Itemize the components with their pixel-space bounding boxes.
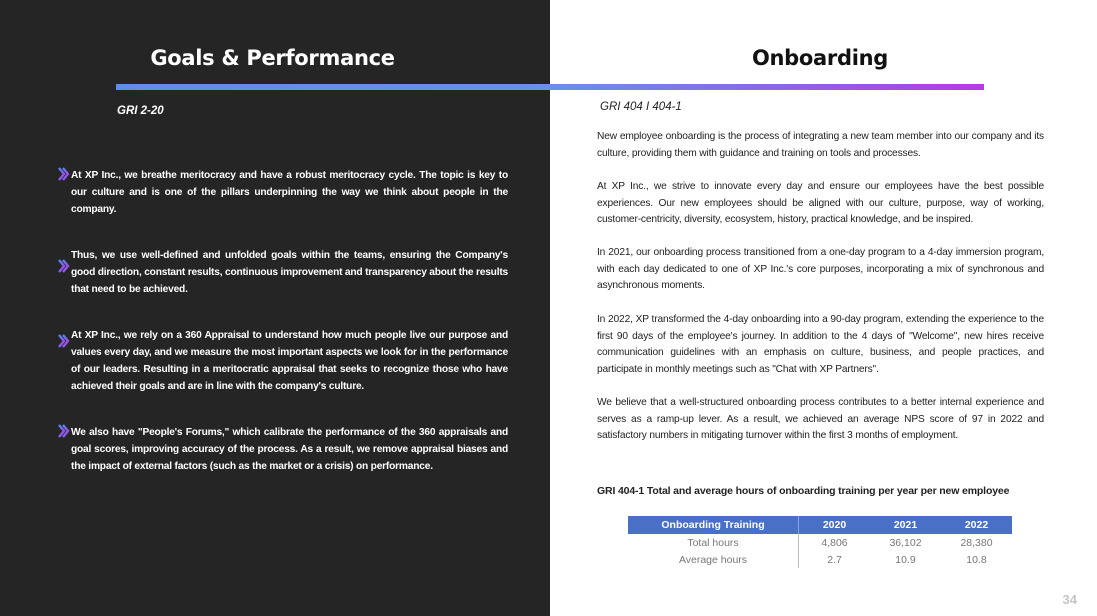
onboarding-title: Onboarding [751, 46, 888, 70]
table-cell: 2.7 [827, 553, 842, 566]
bullet-text: At XP Inc., we breathe meritocracy and have a robust meritocracy cycle. The topic is key to our culture and is one of the pillars underpinning the way we think about people in the company. [71, 170, 508, 215]
table-cell: 28,380 [960, 536, 993, 549]
table-header-cell: 2020 [799, 516, 871, 534]
onboarding-paragraph: At XP Inc., we strive to innovate every day and ensure our employees have the best possible experiences. Our new employees should be aligned with our culture, purpose, way of working, customer-centricity, diversity, ecosystem, history, practical knowledge, and be inspired. [597, 181, 1044, 226]
onboarding-paragraph: New employee onboarding is the process of integrating a new team member into our company and its culture, providing them with guidance and training on tools and processes. [597, 131, 1044, 159]
training-table-title: GRI 404-1 Total and average hours of onboarding training per year per new employee [597, 485, 1010, 497]
gri-reference-left: GRI 2-20 [117, 105, 164, 117]
table-cell: 36,102 [889, 536, 922, 549]
table-cell: 10.9 [895, 553, 916, 566]
page-number: 34 [1062, 592, 1077, 607]
bullet-item [58, 327, 508, 395]
table-header-cell: 2021 [870, 516, 941, 534]
bullet-item [58, 247, 508, 298]
table-header-cell: 2022 [941, 516, 1012, 534]
table-header-row [628, 516, 1012, 534]
table-cell: 10.8 [966, 553, 987, 566]
bullet-text: At XP Inc., we rely on a 360 Appraisal to understand how much people live our purpose and values every day, and we measure the most important aspects we look for in the performance of our leaders. Resulting in a meritocratic appraisal that seeks to recognize those who have achieved their goals and are in line with the company's culture. [71, 330, 508, 392]
bullet-item [58, 424, 508, 475]
table-cell: Total hours [628, 534, 799, 551]
bullet-text: Thus, we use well-defined and unfolded goals within the teams, ensuring the Company's good direction, constant results, continuous improvement and transparency about the results that need to be achieved. [71, 250, 508, 295]
double-chevron-right-icon [58, 424, 70, 438]
double-chevron-right-icon [58, 167, 70, 181]
gri-reference-right: GRI 404 I 404-1 [600, 101, 682, 113]
onboarding-paragraph: In 2021, our onboarding process transitioned from a one-day program to a 4-day immersion program, with each day dedicated to one of XP Inc.'s core purposes, incorporating a mix of synchronous and asynchronous moments. [597, 247, 1044, 292]
onboarding-training-table [628, 516, 1012, 568]
goals-performance-title: Goals & Performance [150, 46, 395, 70]
bullet-item [58, 167, 508, 218]
double-chevron-right-icon [58, 334, 70, 348]
table-cell: 4,806 [821, 536, 848, 549]
table-header-cell: Onboarding Training [628, 516, 799, 534]
table-row [628, 534, 1012, 551]
table-cell: Average hours [628, 551, 799, 568]
table-row [628, 551, 1012, 568]
onboarding-paragraph: In 2022, XP transformed the 4-day onboarding into a 90-day program, extending the experience to the first 90 days of the employee's journey. In addition to the 4 days of "Welcome", new hires receive communication guidelines with an emphasis on culture, business, and people practices, and participate in monthly meetings such as "Chat with XP Partners". [597, 314, 1044, 376]
bullet-text: We also have "People's Forums," which calibrate the performance of the 360 appraisals and goal scores, improving accuracy of the process. As a result, we remove appraisal biases and the impact of external factors (such as the market or a crisis) on performance. [71, 427, 508, 472]
gradient-divider [116, 84, 984, 90]
double-chevron-right-icon [58, 259, 70, 273]
onboarding-paragraph: We believe that a well-structured onboarding process contributes to a better internal experience and serves as a ramp-up lever. As a result, we achieved an average NPS score of 97 in 2022 and satisfactory numbers in mitigating turnover within the first 3 months of employment. [597, 397, 1044, 442]
